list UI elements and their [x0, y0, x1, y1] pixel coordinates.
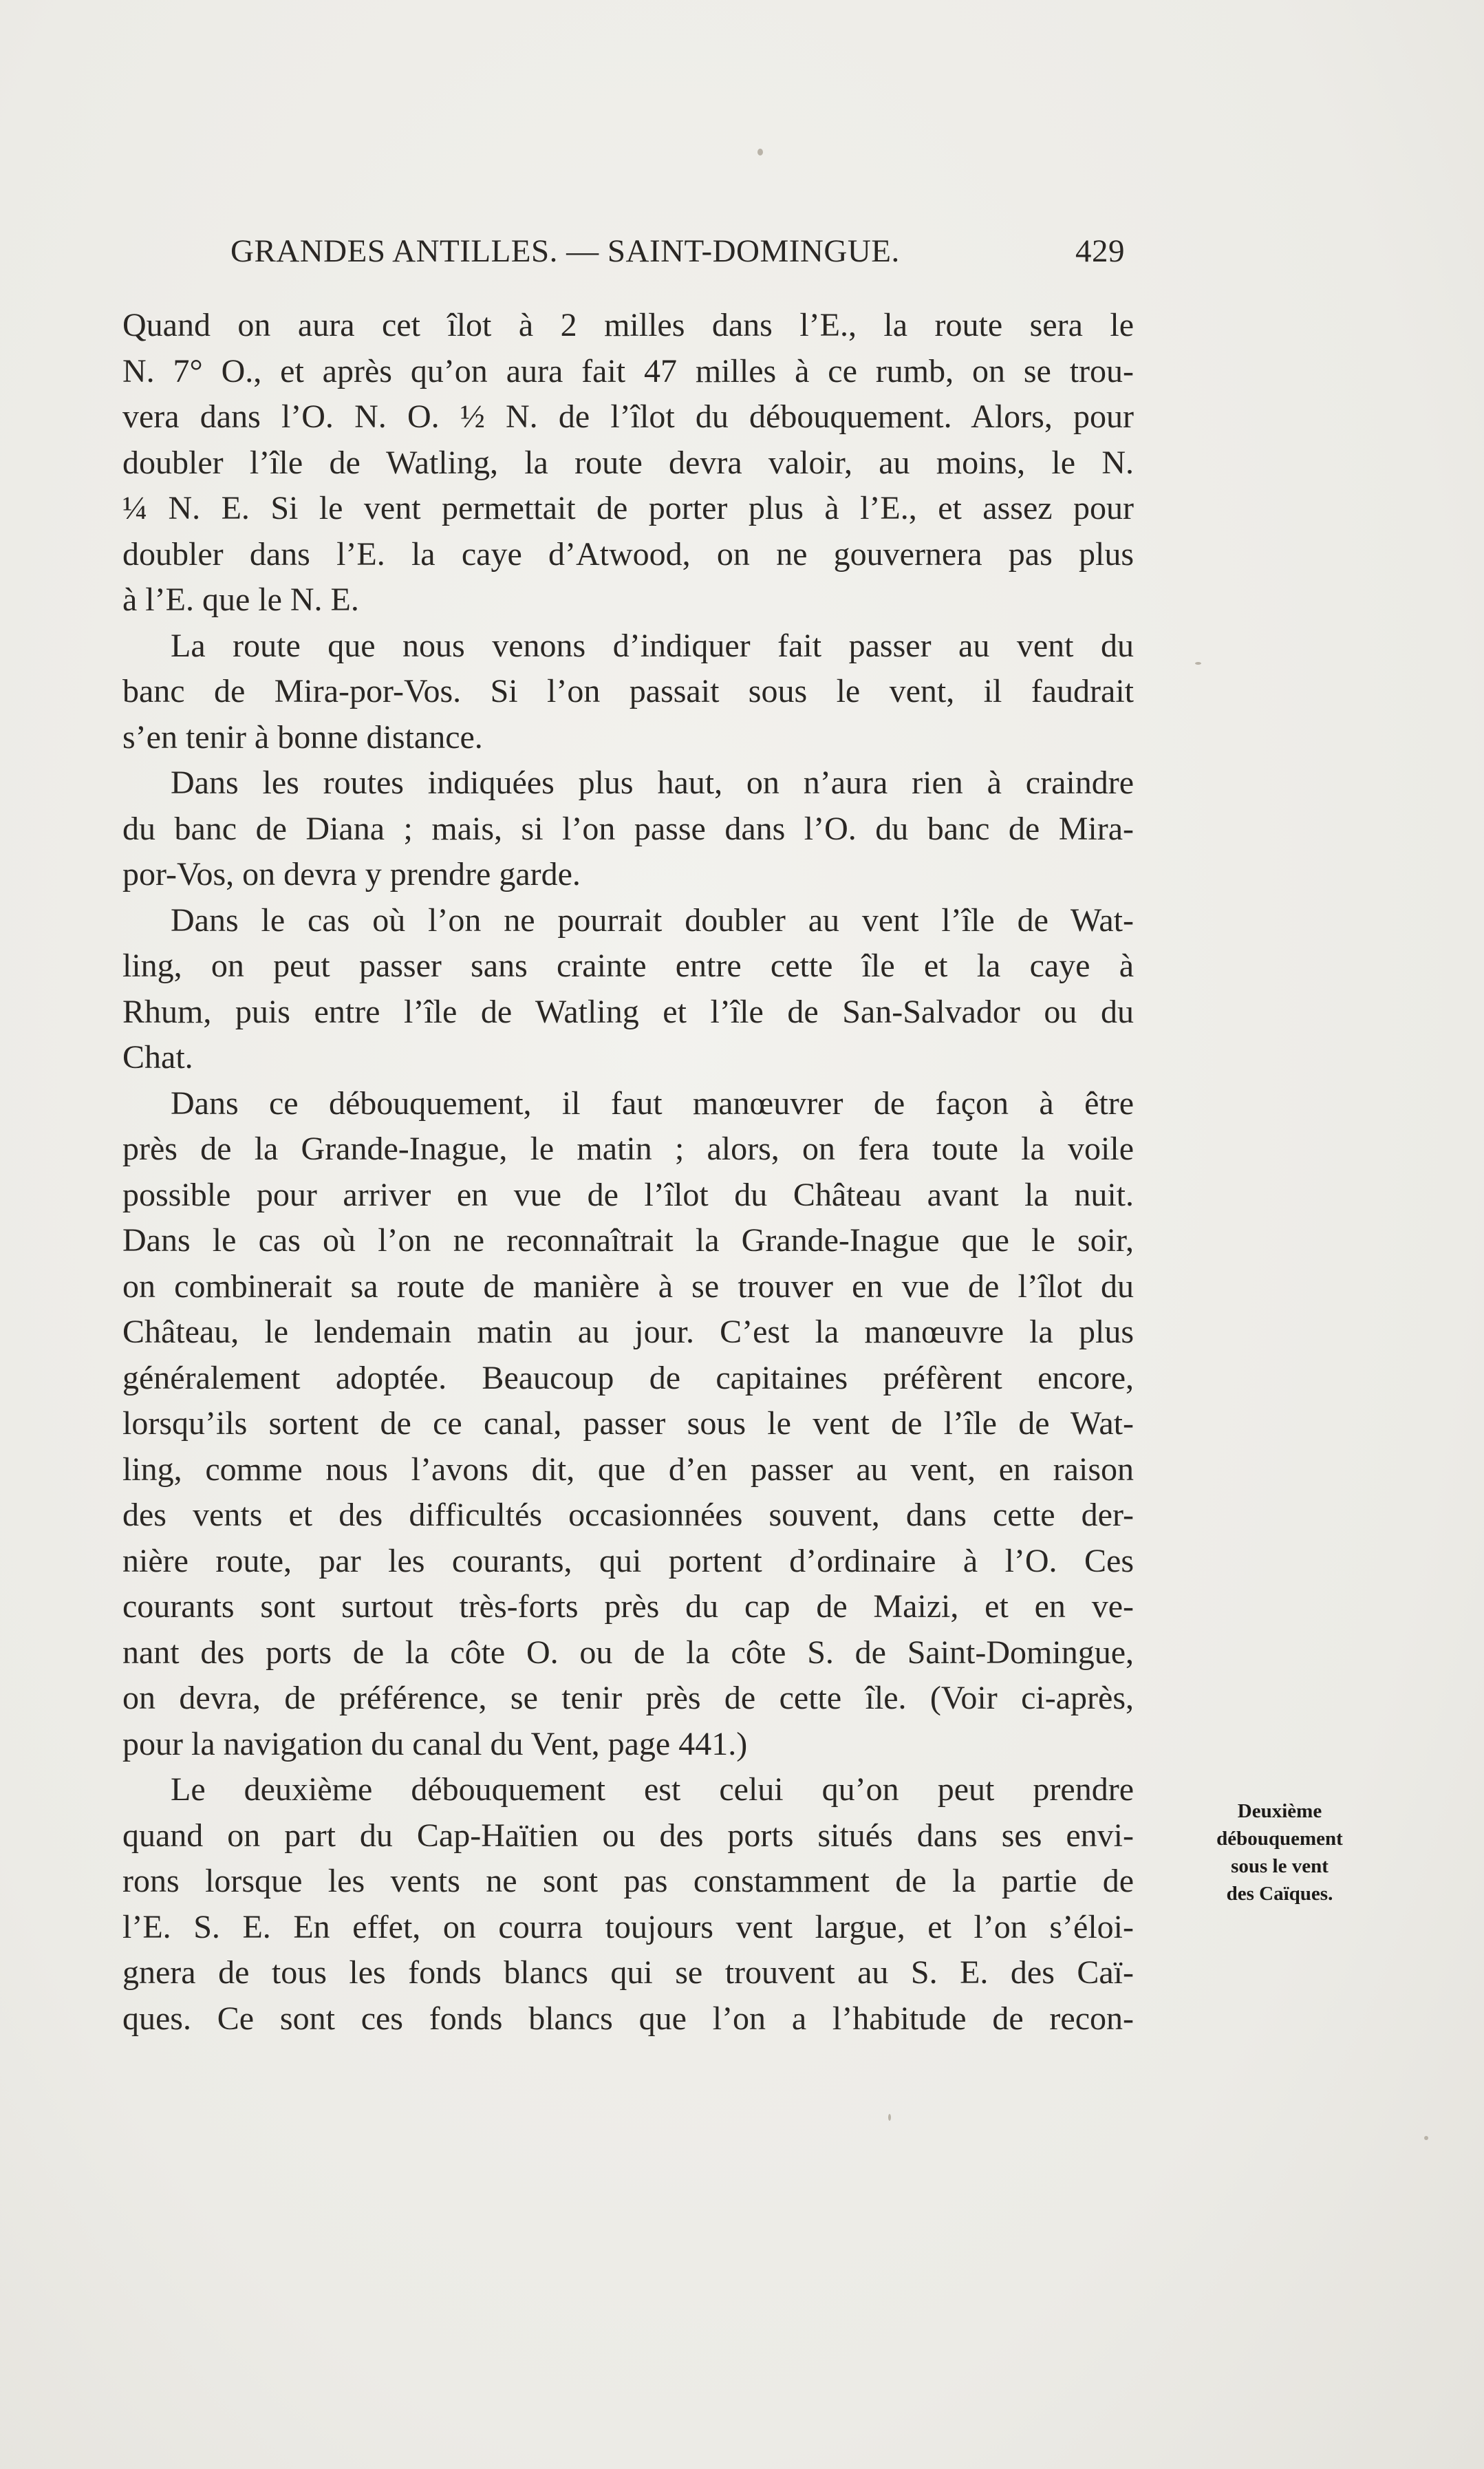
text-line: on devra, de préférence, se tenir près de cette île. (Voir ci-après,	[122, 1680, 1134, 1716]
text-line: Château, le lendemain matin au jour. C’est la manœuvre la plus	[122, 1314, 1134, 1350]
running-title: GRANDES ANTILLES. — SAINT-DOMINGUE.	[230, 233, 900, 269]
text-line: on combinerait sa route de manière à se trouver en vue de l’îlot du	[122, 1268, 1134, 1305]
text-line: quand on part du Cap-Haïtien ou des ports situés dans ses envi-	[122, 1817, 1134, 1854]
text-line: N. 7° O., et après qu’on aura fait 47 milles à ce rumb, on se trou-	[122, 352, 1134, 389]
text-line: ling, on peut passer sans crainte entre cette île et la caye à	[122, 948, 1134, 984]
body-text	[122, 303, 1134, 2042]
text-line: près de la Grande-Inague, le matin ; alors, on fera toute la voile	[122, 1131, 1134, 1167]
text-line: ques. Ce sont ces fonds blancs que l’on a l’habitude de recon-	[122, 2000, 1134, 2037]
text-line: généralement adoptée. Beaucoup de capitaines préfèrent encore,	[122, 1359, 1134, 1396]
text-line: s’en tenir à bonne distance.	[122, 718, 483, 756]
text-line: Rhum, puis entre l’île de Watling et l’île de San-Salvador ou du	[122, 993, 1134, 1030]
paper-speck	[1195, 662, 1201, 665]
text-line: possible pour arriver en vue de l’îlot du Château avant la nuit.	[122, 1176, 1134, 1213]
text-line: Le deuxième débouquement est celui qu’on peut prendre	[171, 1771, 1134, 1808]
text-line: à l’E. que le N. E.	[122, 581, 359, 618]
text-line: Dans le cas où l’on ne reconnaîtrait la Grande-Inague que le soir,	[122, 1222, 1134, 1259]
paper-speck	[888, 2114, 891, 2121]
paper-speck	[757, 149, 763, 156]
text-line: ling, comme nous l’avons dit, que d’en passer au vent, en raison	[122, 1451, 1134, 1488]
text-line: gnera de tous les fonds blancs qui se trouvent au S. E. des Caï-	[122, 1954, 1134, 1991]
text-line: l’E. S. E. En effet, on courra toujours vent largue, et l’on s’éloi-	[122, 1908, 1134, 1945]
text-line: doubler l’île de Watling, la route devra valoir, au moins, le N.	[122, 444, 1134, 481]
text-line: ¼ N. E. Si le vent permettait de porter plus à l’E., et assez pour	[122, 490, 1134, 526]
text-line: vera dans l’O. N. O. ½ N. de l’îlot du débouquement. Alors, pour	[122, 398, 1134, 435]
text-line: Quand on aura cet îlot à 2 milles dans l’E., la route sera le	[122, 307, 1134, 343]
text-line: Dans le cas où l’on ne pourrait doubler au vent l’île de Wat-	[171, 901, 1134, 939]
margin-note-line: Deuxième	[1237, 1800, 1322, 1822]
text-line: lorsqu’ils sortent de ce canal, passer sous le vent de l’île de Wat-	[122, 1405, 1134, 1442]
text-line: du banc de Diana ; mais, si l’on passe dans l’O. du banc de Mira-	[122, 810, 1134, 847]
text-line: banc de Mira-por-Vos. Si l’on passait sous le vent, il faudrait	[122, 673, 1134, 709]
text-line: por-Vos, on devra y prendre garde.	[122, 856, 581, 893]
page-number: 429	[1075, 233, 1125, 269]
text-line: Chat.	[122, 1039, 193, 1076]
margin-note	[1194, 1797, 1366, 1907]
text-line: rons lorsque les vents ne sont pas constamment de la partie de	[122, 1863, 1134, 1899]
margin-note-line: sous le vent	[1231, 1855, 1329, 1877]
text-line: nière route, par les courants, qui portent d’ordinaire à l’O. Ces	[122, 1542, 1134, 1579]
margin-note-line: des Caïques.	[1226, 1883, 1333, 1905]
margin-note-line: débouquement	[1216, 1828, 1343, 1850]
text-line: doubler dans l’E. la caye d’Atwood, on ne gouvernera pas plus	[122, 535, 1134, 573]
text-line: pour la navigation du canal du Vent, page 441.)	[122, 1725, 748, 1762]
text-line: Dans les routes indiquées plus haut, on n’aura rien à craindre	[171, 765, 1134, 801]
text-line: des vents et des difficultés occasionnées souvent, dans cette der-	[122, 1497, 1134, 1533]
text-line: La route que nous venons d’indiquer fait passer au vent du	[171, 627, 1134, 664]
paper-speck	[1424, 2136, 1428, 2140]
text-line: nant des ports de la côte O. ou de la côte S. de Saint-Domingue,	[122, 1634, 1134, 1671]
page-header	[230, 233, 1125, 288]
text-line: courants sont surtout très-forts près du cap de Maizi, et en ve-	[122, 1588, 1134, 1625]
text-line: Dans ce débouquement, il faut manœuvrer de façon à être	[171, 1084, 1134, 1122]
